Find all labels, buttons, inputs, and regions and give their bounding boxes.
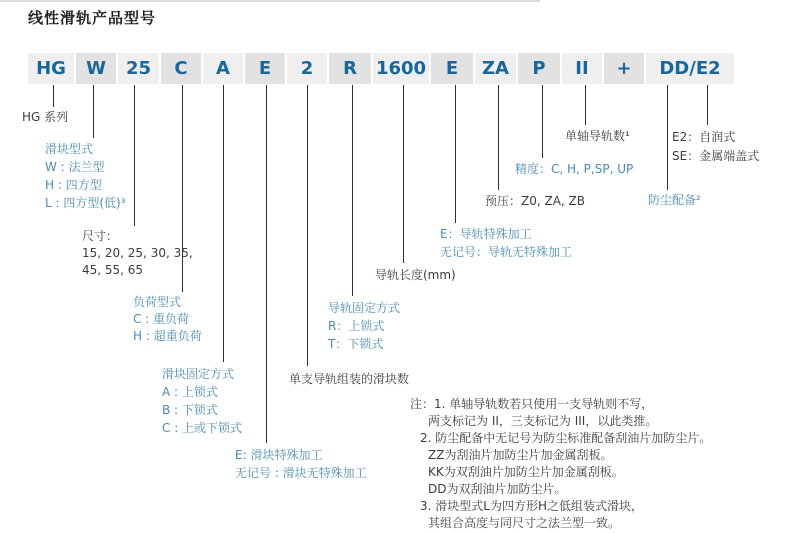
connector-line-rail-mounting <box>352 85 353 296</box>
connector-line-preload <box>498 85 499 190</box>
label-rail-length: 导轨长度(mm) <box>375 268 456 282</box>
connector-line-block-special <box>266 85 267 443</box>
code-segment-preload: ZA <box>475 53 516 84</box>
label-dust-protection: 防尘配备² <box>648 193 701 207</box>
label-load-type: 负荷型式 C : 重负荷 H : 超重负荷 <box>133 295 202 343</box>
label-blocks-per-rail: 单支导轨组装的滑块数 <box>289 372 410 386</box>
code-segment-plus: + <box>604 53 644 84</box>
top-rule <box>0 0 540 2</box>
label-size: 尺寸： 15, 20, 25, 30, 35, 45, 55, 65 <box>82 229 193 277</box>
label-rail-mounting: 导轨固定方式 R：上锁式 T：下锁式 <box>328 301 401 351</box>
connector-line-dust-protection <box>667 85 668 190</box>
code-segment-block-type: W <box>76 53 116 84</box>
label-preload: 预压：Z0, ZA, ZB <box>485 194 585 208</box>
notes-block: 注：1. 单轴导轨数若只使用一支导轨则不写， 两支标记为 II，三支标记为 III，以此类推。 2. 防尘配备中无记号为防尘标准配备刮油片加防尘片。 ZZ为刮油片加防尘片加金属刮板。 KK为双刮油片加防尘片加金属刮板。 DD为双刮油片加防尘片。 3. 滑块型式L为四方形H之低组装式滑块， 其组合高度与同尺寸之法兰型一致。 <box>410 397 712 530</box>
label-block-special-machining: E: 滑块特殊加工 无记号 : 滑块无特殊加工 <box>235 448 367 480</box>
code-segment-load-type: C <box>161 53 201 84</box>
label-rails-count: 单轴导轨数¹ <box>565 129 630 143</box>
code-segment-series: HG <box>28 53 74 84</box>
connector-line-block-mounting <box>223 85 224 362</box>
connector-line-series <box>53 85 54 107</box>
connector-line-block-type <box>93 85 94 138</box>
code-segment-rail-length: 1600 <box>373 53 429 84</box>
connector-line-rail-length <box>403 85 404 263</box>
code-segment-block-special: E <box>245 53 285 84</box>
page-title: 线性滑轨产品型号 <box>28 9 157 27</box>
connector-line-rail-special <box>455 85 456 223</box>
connector-line-blocks-per-rail <box>307 85 308 366</box>
code-segment-blocks-per-rail: 2 <box>287 53 327 84</box>
connector-line-lubrication <box>707 85 708 125</box>
connector-line-rails-count <box>585 85 586 125</box>
code-segment-block-mounting: A <box>203 53 243 84</box>
code-segment-size: 25 <box>118 53 159 84</box>
code-segment-rail-mounting: R <box>329 53 371 84</box>
model-code-row <box>28 53 734 84</box>
code-segment-rails-count: II <box>562 53 602 84</box>
code-segment-precision: P <box>518 53 560 84</box>
label-precision: 精度：C, H, P,SP, UP <box>515 162 634 176</box>
label-lubrication-type: E2：自润式 SE：金属端盖式 <box>672 130 760 163</box>
connector-line-precision <box>542 85 543 158</box>
connector-line-size <box>134 85 135 226</box>
label-hg-series: HG 系列 <box>22 110 69 124</box>
label-block-type: 滑块型式 W : 法兰型 H : 四方型 L : 四方型(低)³ <box>45 142 126 210</box>
code-segment-dust-lubrication: DD/E2 <box>646 53 734 84</box>
label-rail-special-machining: E：导轨特殊加工 无记号：导轨无特殊加工 <box>440 227 573 259</box>
label-block-mounting: 滑块固定方式 A : 上锁式 B : 下锁式 C : 上或下锁式 <box>162 367 243 435</box>
code-segment-rail-special: E <box>431 53 473 84</box>
